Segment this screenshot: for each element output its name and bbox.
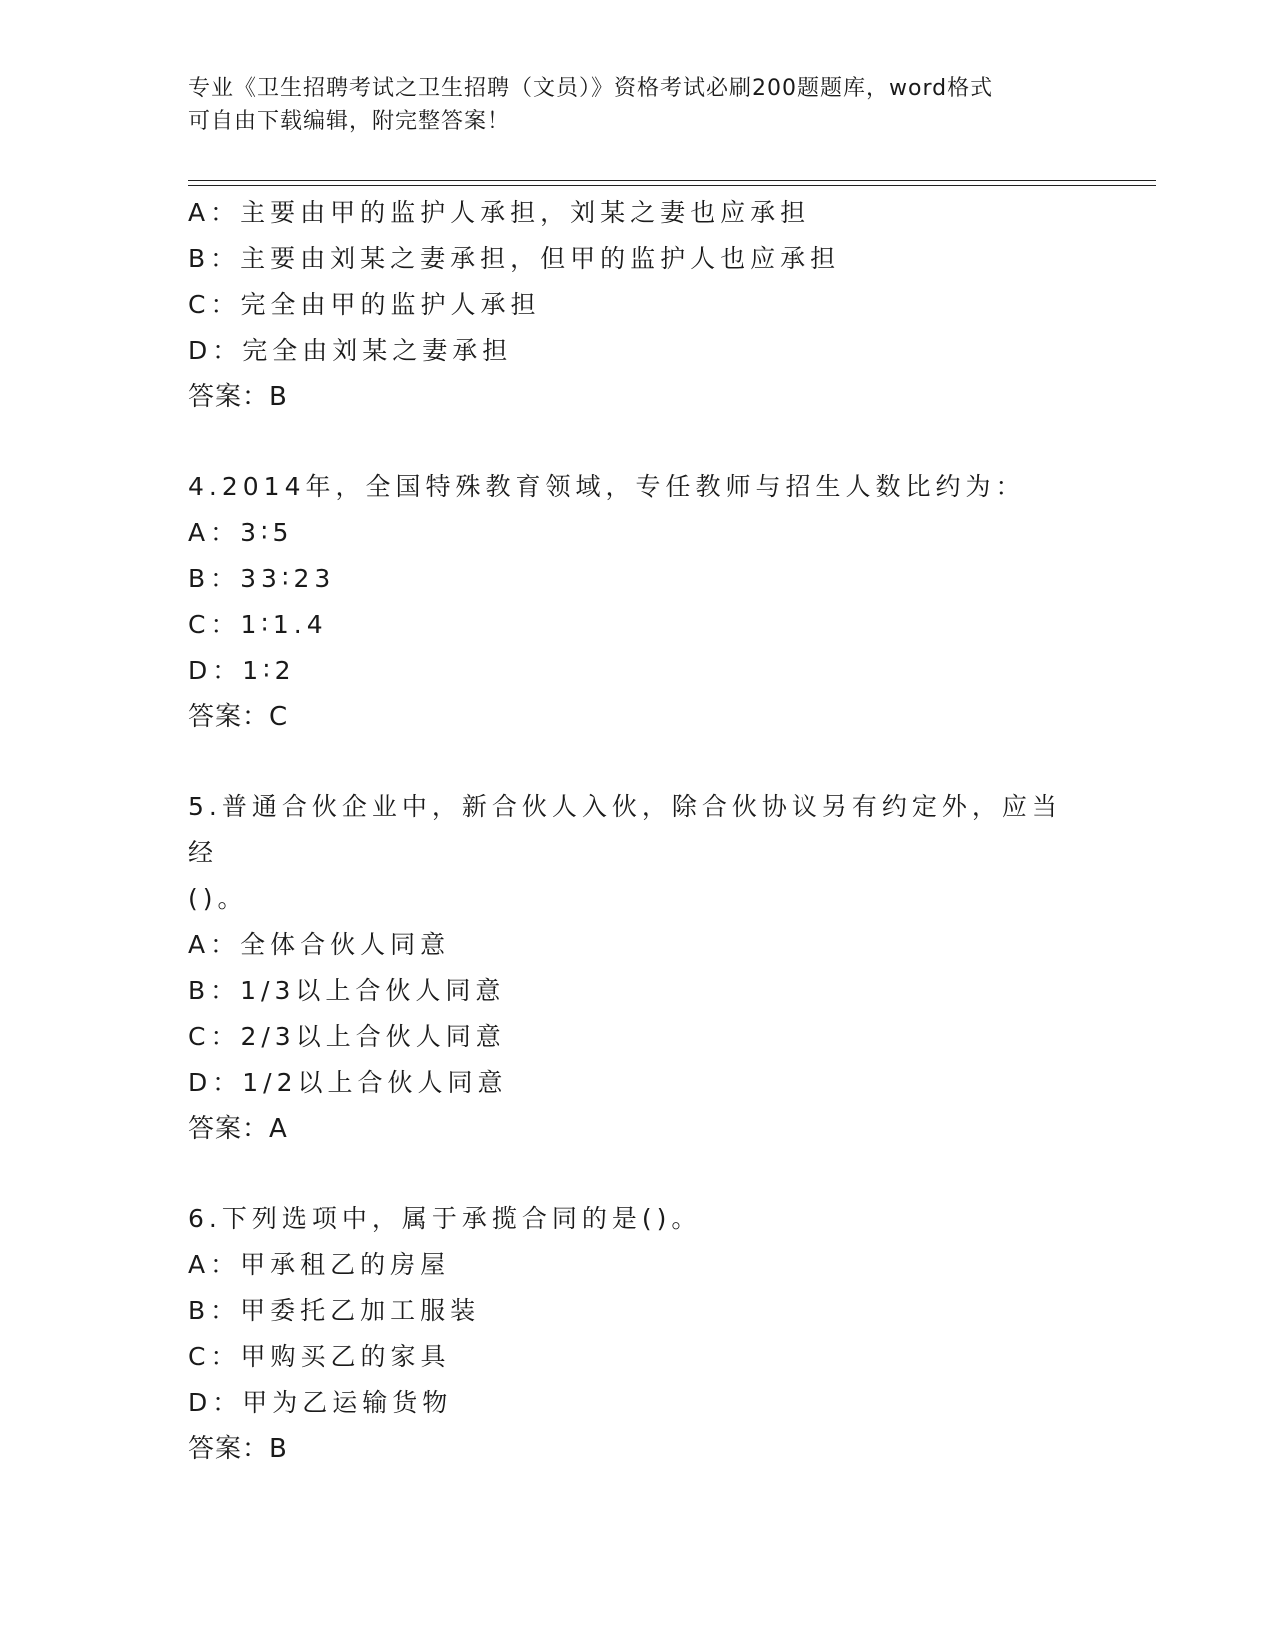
question-block-3 <box>188 190 1088 420</box>
option-a: A：全体合伙人同意 <box>188 930 451 959</box>
option-b: B：主要由刘某之妻承担，但甲的监护人也应承担 <box>188 244 841 273</box>
answer-line: 答案：A <box>188 1114 288 1144</box>
option-a: A：主要由甲的监护人承担，刘某之妻也应承担 <box>188 198 811 227</box>
header-divider-bottom <box>188 185 1156 186</box>
question-stem-continued: ()。 <box>188 884 248 913</box>
header-line-2: 可自由下载编辑，附完整答案！ <box>188 109 511 134</box>
option-c: C：完全由甲的监护人承担 <box>188 290 541 319</box>
option-d: D：甲为乙运输货物 <box>188 1388 453 1417</box>
option-c: C：1∶1.4 <box>188 610 328 639</box>
answer-line: 答案：C <box>188 702 289 732</box>
question-stem: 4.2014年，全国特殊教育领域，专任教师与招生人数比约为： <box>188 472 1026 501</box>
question-stem: 5.普通合伙企业中，新合伙人入伙，除合伙协议另有约定外，应当经 <box>188 792 1062 867</box>
spacer <box>188 420 1088 464</box>
option-d: D：1∶2 <box>188 656 296 685</box>
answer-line: 答案：B <box>188 1434 288 1464</box>
spacer <box>188 740 1088 784</box>
option-d: D：1/2以上合伙人同意 <box>188 1068 508 1097</box>
option-b: B：33∶23 <box>188 564 336 593</box>
question-block-4 <box>188 464 1088 740</box>
question-stem: 6.下列选项中，属于承揽合同的是()。 <box>188 1204 702 1233</box>
header-divider-top <box>188 180 1156 181</box>
option-a: A：3∶5 <box>188 518 294 547</box>
option-d: D：完全由刘某之妻承担 <box>188 336 513 365</box>
question-block-6 <box>188 1196 1088 1472</box>
option-b: B：甲委托乙加工服装 <box>188 1296 481 1325</box>
spacer <box>188 1152 1088 1196</box>
answer-line: 答案：B <box>188 382 288 412</box>
option-b: B：1/3以上合伙人同意 <box>188 976 506 1005</box>
option-c: C：甲购买乙的家具 <box>188 1342 451 1371</box>
document-header <box>188 72 1088 138</box>
document-body <box>188 190 1088 1472</box>
header-line-1: 专业《卫生招聘考试之卫生招聘（文员）》资格考试必刷200题题库，word格式 <box>188 76 994 101</box>
option-a: A：甲承租乙的房屋 <box>188 1250 451 1279</box>
option-c: C：2/3以上合伙人同意 <box>188 1022 506 1051</box>
question-block-5 <box>188 784 1088 1152</box>
